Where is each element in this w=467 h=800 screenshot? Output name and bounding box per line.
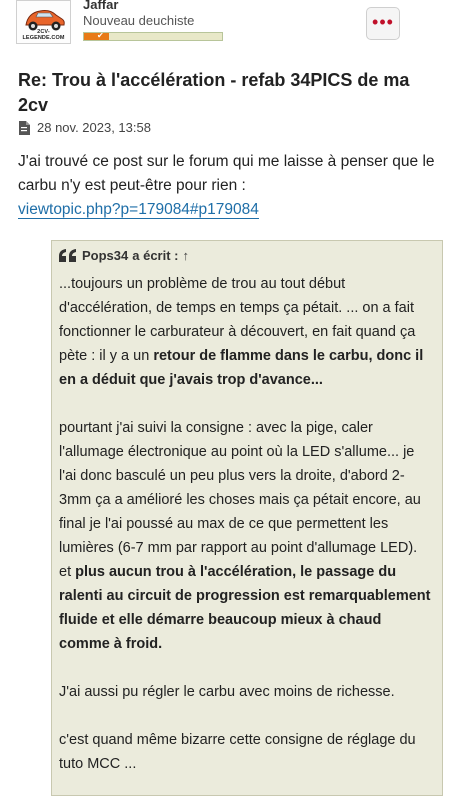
quote-suffix: a écrit : — [132, 248, 179, 263]
rank-progress-bar — [83, 32, 223, 41]
user-rank: Nouveau deuchiste — [83, 13, 195, 28]
quote-block — [51, 240, 443, 796]
post-title: Re: Trou à l'accélération - refab 34PICS de ma 2cv — [18, 70, 410, 115]
quote-text: pourtant j'ai suivi la consigne : avec la pige, caler l'allumage électronique au point où la LED s'allume... je l'ai donc basculé un peu plus vers la droite, d'abord 2-3mm ça a amélioré les choses mais ça pétait encore, au final je l'ai poussé au max de ce que permettent les lumières (6-7 mm par rapport au point d'allumage LED). et — [59, 420, 421, 580]
document-icon — [18, 121, 30, 135]
post-date-text: 28 nov. 2023, 13:58 — [37, 120, 151, 135]
post-date — [18, 120, 151, 135]
quote-body — [59, 272, 433, 800]
username[interactable]: Jaffar — [83, 0, 119, 12]
quote-text: ...toujours un problème de trou au tout début d'accélération, de temps en temps ça pétait. ... on a fait fonctionner le carburateur à découvert, en fait quand ça pète : il y a un — [59, 276, 416, 364]
quote-paragraph: c'est quand même bizarre cette consigne de réglage du tuto MCC ... — [59, 732, 416, 772]
quote-header — [59, 248, 189, 263]
quote-paragraph — [59, 272, 433, 392]
quote-author-link[interactable]: Pops34 — [82, 248, 129, 263]
topic-link[interactable]: viewtopic.php?p=179084#p179084 — [18, 201, 259, 218]
quote-bold-text: plus aucun trou à l'accélération, le passage du ralenti au circuit de progression est remarquablement fluide et elle démarre beaucoup mieux à chaud comme à froid. — [59, 564, 431, 652]
quote-paragraph: J'ai aussi pu régler le carbu avec moins de richesse. — [59, 684, 395, 700]
more-options-button[interactable] — [366, 7, 400, 40]
post-header — [0, 0, 467, 56]
post-intro — [18, 150, 448, 222]
check-icon: ✔ — [97, 31, 104, 40]
more-icon: ••• — [372, 11, 394, 32]
quote-paragraph — [59, 416, 433, 656]
quote-icon — [59, 249, 77, 262]
logo-text: 2CV-LEGENDE.COM — [22, 29, 65, 41]
user-avatar-logo[interactable] — [16, 0, 71, 44]
quote-bold-text: retour de flamme dans le carbu, donc il en a déduit que j'avais trop d'avance... — [59, 348, 424, 388]
intro-text: J'ai trouvé ce post sur le forum qui me laisse à penser que le carbu n'y est peut-être pour rien : — [18, 153, 435, 194]
go-to-source-arrow-icon[interactable]: ↑ — [182, 248, 189, 263]
